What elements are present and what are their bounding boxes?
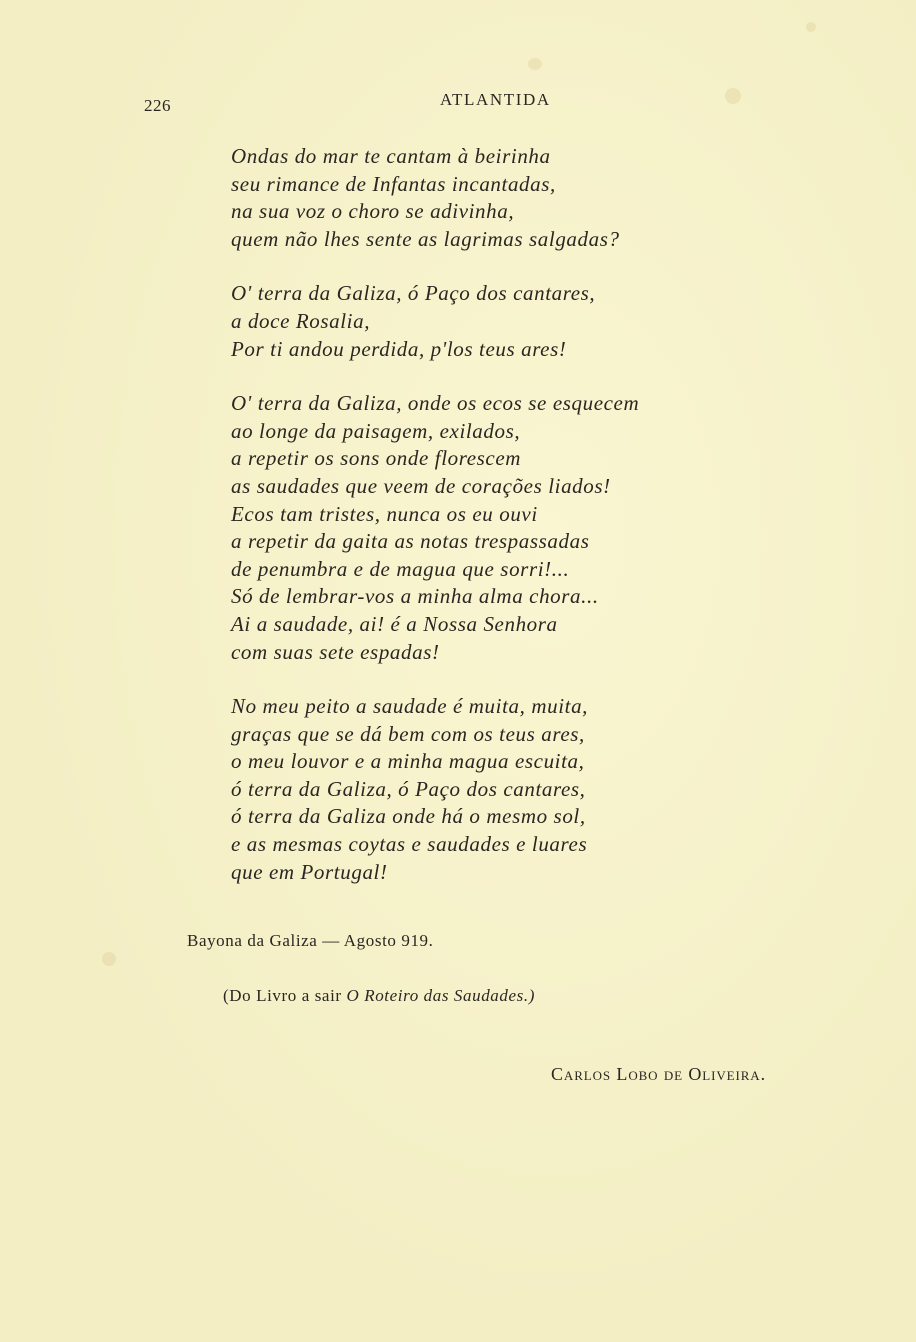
poem-line: a doce Rosalia, xyxy=(231,308,371,333)
paper-stain xyxy=(102,952,116,966)
source-note xyxy=(223,986,535,1006)
paper-stain xyxy=(725,88,741,104)
poem-line: Só de lembrar-vos a minha alma chora... xyxy=(231,584,599,609)
poem-line: a repetir da gaita as notas trespassadas xyxy=(231,529,590,554)
poem-line: Por ti andou perdida, p'los teus ares! xyxy=(231,336,567,361)
poem-line: o meu louvor e a minha magua escuita, xyxy=(231,749,585,774)
poem-line: quem não lhes sente as lagrimas salgadas? xyxy=(231,226,620,251)
place-date: Bayona da Galiza — Agosto 919. xyxy=(187,931,434,950)
poem-line: a repetir os sons onde florescem xyxy=(231,446,522,471)
poem-line: de penumbra e de magua que sorri!... xyxy=(231,556,570,581)
poem-line: O' terra da Galiza, ó Paço dos cantares, xyxy=(231,281,596,306)
poem-line: Ondas do mar te cantam à beirinha xyxy=(231,144,551,168)
paper-stain xyxy=(806,22,816,32)
poem-line: as saudades que veem de corações liados! xyxy=(231,473,611,498)
stanza-1 xyxy=(231,143,791,253)
author-signature: Carlos Lobo de Oliveira. xyxy=(551,1064,766,1084)
paper-stain xyxy=(528,58,542,70)
poem-line: ó terra da Galiza, ó Paço dos cantares, xyxy=(231,776,586,801)
poem-line: ó terra da Galiza onde há o mesmo sol, xyxy=(231,804,586,829)
running-title: ATLANTIDA xyxy=(440,90,551,109)
poem xyxy=(231,143,791,913)
poem-line: que em Portugal! xyxy=(231,859,388,884)
poem-line: Ecos tam tristes, nunca os eu ouvi xyxy=(231,501,538,526)
poem-line: com suas sete espadas! xyxy=(231,639,440,664)
stanza-2 xyxy=(231,280,791,363)
poem-line: seu rimance de Infantas incantadas, xyxy=(231,171,556,196)
source-prefix: (Do Livro a sair xyxy=(223,986,347,1005)
stanza-3 xyxy=(231,390,791,666)
poem-line: ao longe da paisagem, exilados, xyxy=(231,418,521,443)
poem-line: na sua voz o choro se adivinha, xyxy=(231,199,515,224)
poem-line: No meu peito a saudade é muita, muita, xyxy=(231,694,589,719)
book-title: O Roteiro das Saudades.) xyxy=(346,986,535,1005)
stanza-4 xyxy=(231,693,791,886)
poem-line: graças que se dá bem com os teus ares, xyxy=(231,721,585,746)
page-number: 226 xyxy=(144,96,171,115)
poem-line: Ai a saudade, ai! é a Nossa Senhora xyxy=(231,611,558,636)
poem-line: e as mesmas coytas e saudades e luares xyxy=(231,832,588,857)
poem-line: O' terra da Galiza, onde os ecos se esquecem xyxy=(231,391,640,416)
